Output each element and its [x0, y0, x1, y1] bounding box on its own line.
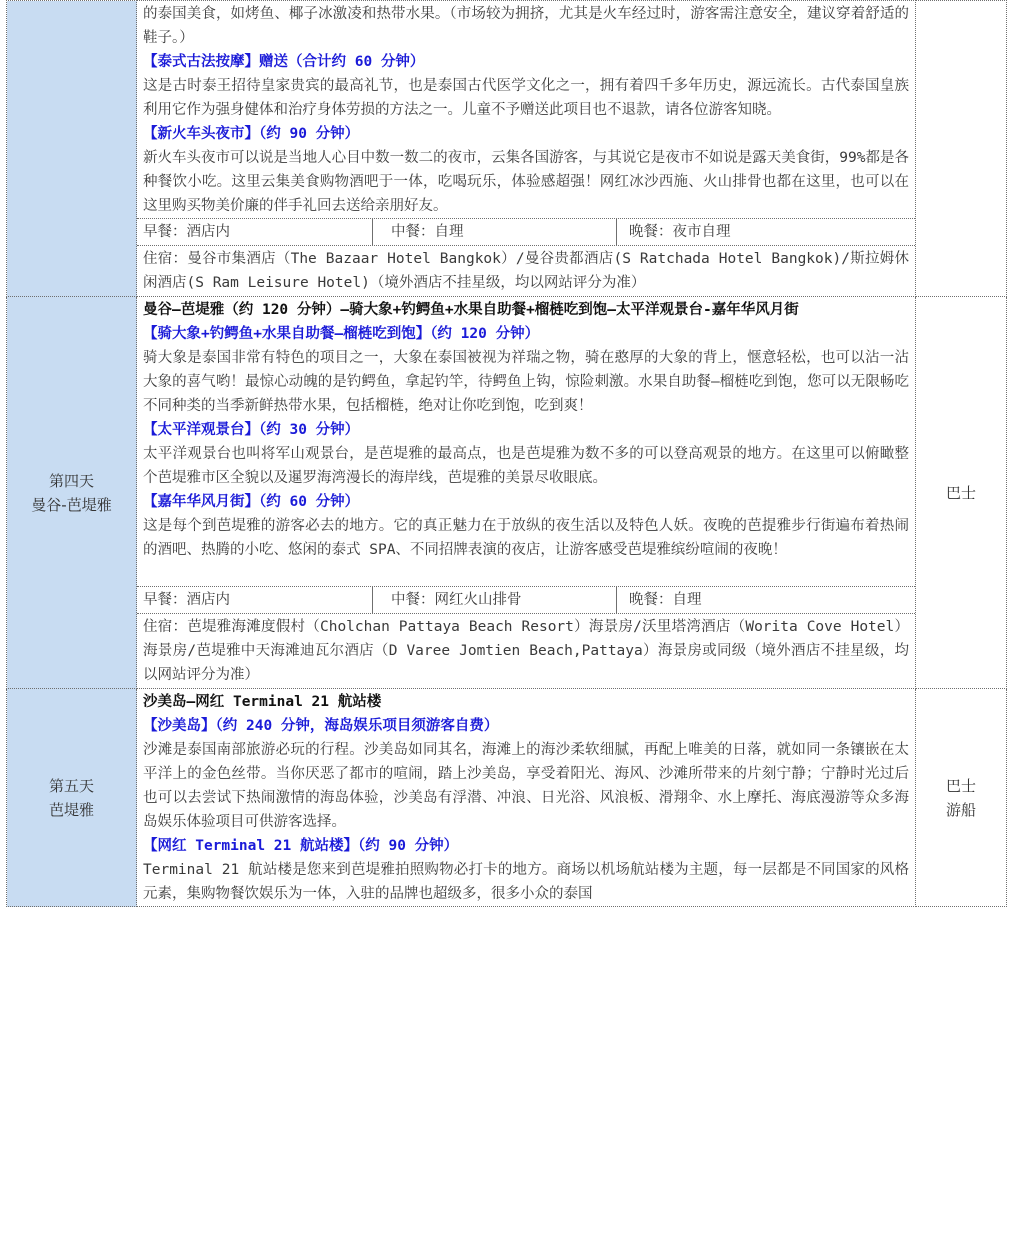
route-title: 沙美岛—网红 Terminal 21 航站楼 [143, 694, 382, 710]
section-heading: 【骑大象+钓鳄鱼+水果自助餐—榴梿吃到饱】（约 120 分钟） [143, 326, 540, 342]
transport-label: 巴士 [945, 483, 976, 502]
day-place: 曼谷-芭堤雅 [31, 495, 112, 514]
day-label: 第五天 [48, 776, 94, 795]
section-heading: 【新火车头夜市】（约 90 分钟） [143, 126, 360, 142]
itinerary-row-day5 [7, 689, 1007, 907]
transport-cell [916, 1, 1007, 297]
paragraph: 这是古时泰王招待皇家贵宾的最高礼节，也是泰国古代医学文化之一，拥有着四千多年历史，源远流长。古代泰国皇族利用它作为强身健体和治疗身体劳损的方法之一。儿童不予赠送此项目也不退款，请各位游客知晓。 [143, 78, 909, 118]
day-label: 第四天 [48, 471, 94, 490]
section-heading: 【嘉年华风月街】（约 60 分钟） [143, 494, 360, 510]
itinerary-row-day3 [7, 1, 1007, 297]
day-column-cell [7, 689, 137, 907]
day-column-cell [7, 297, 137, 689]
hotel-info: 住宿：芭堤雅海滩度假村（Cholchan Pattaya Beach Resort）海景房/沃里塔湾酒店（Worita Cove Hotel）海景房/芭堤雅中天海滩迪瓦尔酒店（D Varee Jomtien Beach,Pattaya）海景房或同级（境外酒店不挂星级，均以网站评分为准） [143, 619, 909, 683]
paragraph: 沙滩是泰国南部旅游必玩的行程。沙美岛如同其名，海滩上的海沙柔软细腻，再配上唯美的日落，就如同一条镶嵌在太平洋上的金色丝带。当你厌恶了都市的喧闹，踏上沙美岛，享受着阳光、海风、沙滩所带来的片刻宁静；宁静时光过后也可以去尝试下热闹激情的海岛体验，沙美岛有浮潜、冲浪、日光浴、风浪板、滑翔伞、水上摩托、海底漫游等众多海岛娱乐体验项目可供游客选择。 [143, 742, 909, 830]
itinerary-row-day4 [7, 297, 1007, 689]
paragraph: 新火车头夜市可以说是当地人心目中数一数二的夜市，云集各国游客，与其说它是夜市不如说是露天美食街，99%都是各种餐饮小吃。这里云集美食购物酒吧于一体，吃喝玩乐，体验感超强！网红冰沙西施、火山排骨也都在这里，也可以在这里购买物美价廉的伴手礼回去送给亲朋好友。 [143, 150, 909, 214]
paragraph: Terminal 21 航站楼是您来到芭堤雅拍照购物必打卡的地方。商场以机场航站楼为主题，每一层都是不同国家的风格元素，集购物餐饮娱乐为一体，入驻的品牌也超级多，很多小众的泰国 [143, 862, 909, 902]
itinerary-table [6, 0, 1007, 907]
transport-cell [916, 297, 1007, 689]
lunch-cell: 中餐：网红火山排骨 [373, 587, 617, 613]
day-column-cell [7, 1, 137, 297]
hotel-info: 住宿：曼谷市集酒店（The Bazaar Hotel Bangkok）/曼谷贵都酒店(S Ratchada Hotel Bangkok)/斯拉姆休闲酒店(S Ram Leisure Hotel)（境外酒店不挂星级，均以网站评分为准） [143, 251, 909, 291]
section-heading: 【沙美岛】（约 240 分钟，海岛娱乐项目须游客自费） [143, 718, 499, 734]
section-heading: 【太平洋观景台】（约 30 分钟） [143, 422, 360, 438]
paragraph: 这是每个到芭堤雅的游客必去的地方。它的真正魅力在于放纵的夜生活以及特色人妖。夜晚的芭提雅步行街遍布着热闹的酒吧、热腾的小吃、悠闲的泰式 SPA、不同招牌表演的夜店，让游客感受芭堤雅缤纷喧闹的夜晚！ [143, 518, 909, 558]
day-content-cell [137, 1, 916, 297]
dinner-cell: 晚餐：自理 [629, 592, 702, 608]
transport-label: 巴士 [945, 776, 976, 795]
meals-row [137, 586, 915, 614]
paragraph: 太平洋观景台也叫将军山观景台，是芭堤雅的最高点，也是芭堤雅为数不多的可以登高观景的地方。在这里可以俯瞰整个芭堤雅市区全貌以及暹罗海湾漫长的海岸线，芭堤雅的美景尽收眼底。 [143, 446, 909, 486]
paragraph: 骑大象是泰国非常有特色的项目之一，大象在泰国被视为祥瑞之物，骑在憨厚的大象的背上，惬意轻松，也可以沾一沾大象的喜气哟！最惊心动魄的是钓鳄鱼，拿起钓竿，待鳄鱼上钩，惊险刺激。水果自助餐—榴梿吃到饱，您可以无限畅吃不同种类的当季新鲜热带水果，包括榴梿，绝对让你吃到饱，吃到爽！ [143, 350, 909, 414]
section-heading: 【网红 Terminal 21 航站楼】（约 90 分钟） [143, 838, 459, 854]
dinner-cell: 晚餐：夜市自理 [629, 224, 731, 240]
transport-cell [916, 689, 1007, 907]
day-content-cell [137, 297, 916, 689]
transport-label: 游船 [945, 800, 976, 819]
section-heading: 【泰式古法按摩】赠送（合计约 60 分钟） [143, 54, 425, 70]
route-title: 曼谷—芭堤雅（约 120 分钟）—骑大象+钓鳄鱼+水果自助餐+榴梿吃到饱—太平洋观景台-嘉年华风月街 [143, 302, 799, 318]
paragraph: 的泰国美食，如烤鱼、椰子冰激凌和热带水果。（市场较为拥挤，尤其是火车经过时，游客需注意安全，建议穿着舒适的鞋子。） [143, 6, 909, 46]
breakfast-cell: 早餐：酒店内 [137, 587, 373, 613]
lunch-cell: 中餐：自理 [373, 219, 617, 245]
meals-row [137, 218, 915, 246]
day-place: 芭堤雅 [48, 800, 94, 819]
breakfast-cell: 早餐：酒店内 [137, 219, 373, 245]
day-content-cell [137, 689, 916, 907]
